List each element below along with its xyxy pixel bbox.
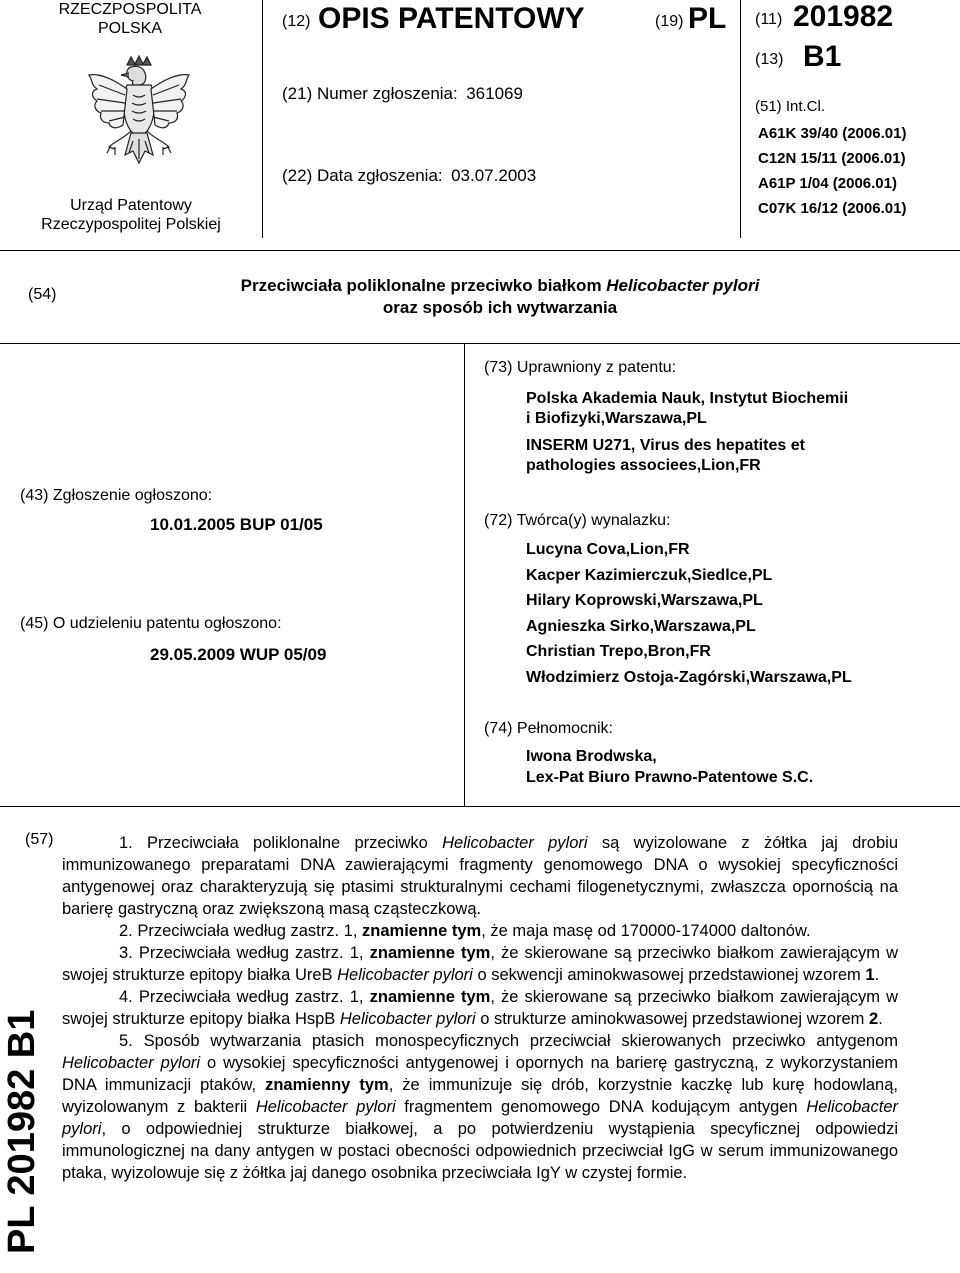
claim-4: 4. Przeciwciała według zastrz. 1, znamienne tym, że skierowane są przeciwko białkom zawierającym w swojej strukturze epitopy białka HspB Helicobacter pylori o strukturze aminokwasowej przedstawionej wzorem 2.: [62, 988, 899, 1028]
code-45-label: (45) O udzieleniu patentu ogłoszono:: [20, 615, 282, 632]
country-line2: POLSKA: [97, 20, 163, 37]
parties-bottom-rule: [0, 806, 960, 807]
code-74-label: (74) Pełnomocnik:: [484, 720, 613, 737]
doc-type: OPIS PATENTOWY: [318, 2, 585, 35]
code-11: (11): [755, 11, 783, 28]
doc-type-row: [282, 2, 737, 36]
code-72-label: (72) Twórca(y) wynalazku:: [484, 512, 671, 529]
claim-5: 5. Sposób wytwarzania ptasich monospecyficznych przeciwciał skierowanych przeciwko antygenom Helicobacter pylori o wysokiej specyficzności antygenowej i opornych na barierę gastryczną, z wykorzystaniem DNA immunizacji ptaków, znamienny tym, że immunizuje się drób, korzystnie kaczkę lub kurę hodowlaną, wyizolowanym z bakterii Helicobacter pylori fragmentem genomowego DNA kodującym antygen Helicobacter pylori, o odpowiedniej strukturze białkowej, a po potwierdzeniu wystąpienia specyficznej odpowiedzi immunologicznej na dany antygen w postaci obecności odpowiednich przeciwciał IgG w serum immunizowanego ptaka, wyizolowuje się z żółtka jaj danego osobnika przeciwciała IgY w czystej formie.: [62, 1032, 898, 1182]
classification-item: C07K 16/12 (2006.01): [758, 200, 907, 217]
classification-item: A61P 1/04 (2006.01): [758, 175, 897, 192]
invention-title: [140, 275, 860, 319]
title-bottom-rule: [0, 343, 960, 344]
inventor-line: Lucyna Cova,Lion,FR: [526, 541, 690, 558]
code-12: (12): [282, 13, 311, 30]
classification-list: [758, 121, 906, 221]
owner-line: pathologies associees,Lion,FR: [526, 457, 761, 474]
country-name: [40, 0, 220, 38]
code-73-label: (73) Uprawniony z patentu:: [484, 359, 677, 376]
owner-line: Polska Akademia Nauk, Instytut Biochemii: [526, 390, 849, 407]
title-line-1: [140, 275, 860, 297]
inventor-line: Christian Trepo,Bron,FR: [526, 643, 711, 660]
title-line-2: oraz sposób ich wytwarzania: [382, 298, 618, 317]
office-name: [25, 196, 237, 234]
title-code: (54): [28, 286, 57, 303]
attorney-line: Lex-Pat Biuro Prawno-Patentowe S.C.: [526, 769, 814, 786]
inventor-list: [526, 537, 852, 690]
inventor-line: Hilary Koprowski,Warszawa,PL: [526, 592, 763, 609]
country-line1: RZECZPOSPOLITA: [58, 1, 202, 18]
code-21-label: (21) Numer zgłoszenia:: [282, 84, 458, 103]
application-number-row: [282, 83, 732, 104]
country-code: PL: [688, 2, 727, 35]
code-45-value: 29.05.2009 WUP 05/09: [150, 645, 327, 664]
code-43-value: 10.01.2005 BUP 01/05: [150, 515, 323, 534]
claim-2: 2. Przeciwciała według zastrz. 1, znamienne tym, że maja masę od 170000-174000 daltonów.: [119, 922, 811, 940]
code-43-label: (43) Zgłoszenie ogłoszono:: [20, 487, 213, 504]
classification-item: A61K 39/40 (2006.01): [758, 125, 907, 142]
polish-eagle-emblem: [85, 55, 193, 185]
claim-3: 3. Przeciwciała według zastrz. 1, znamienne tym, że skierowane są przeciwko białkom zawierającym w swojej strukturze epitopy białka UreB Helicobacter pylori o sekwencji aminokwasowej przedstawionej wzorem 1.: [62, 944, 899, 984]
office-line2: Rzeczypospolitej Polskiej: [41, 216, 221, 233]
kind-code: B1: [803, 40, 842, 73]
header-divider-right: [740, 0, 741, 238]
attorney: [526, 746, 813, 788]
kind-code-row: [755, 40, 955, 74]
owner-line: INSERM U271, Virus des hepatites et: [526, 437, 805, 454]
title-line-1-italic: Helicobacter pylori: [606, 276, 760, 295]
title-line-1-text: Przeciwciała poliklonalne przeciwko białkom: [240, 276, 607, 295]
header-bottom-rule: [0, 250, 960, 251]
filing-date-row: [282, 165, 732, 186]
code-13: (13): [755, 51, 784, 68]
inventor-line: Włodzimierz Ostoja-Zagórski,Warszawa,PL: [526, 668, 852, 686]
int-cl-label: (51) Int.Cl.: [755, 98, 826, 115]
patent-number: 201982: [793, 0, 894, 33]
middle-divider: [464, 343, 465, 806]
attorney-line: Iwona Brodwska,: [526, 748, 657, 765]
owner-line: i Biofizyki,Warszawa,PL: [526, 410, 707, 427]
inventor-line: Agnieszka Sirko,Warszawa,PL: [526, 617, 756, 635]
header-divider-left: [262, 0, 263, 238]
inventor-line: Kacper Kazimierczuk,Siedlce,PL: [526, 566, 773, 584]
owner-list: [526, 389, 848, 476]
office-line1: Urząd Patentowy: [70, 197, 192, 214]
code-57: (57): [25, 831, 54, 848]
application-number: 361069: [466, 84, 523, 103]
code-22-label: (22) Data zgłoszenia:: [282, 166, 443, 185]
claims-text: [62, 832, 898, 1184]
claim-1: 1. Przeciwciała poliklonalne przeciwko Helicobacter pylori są wyizolowane z żółtka jaj drobiu immunizowanego preparatami DNA zawierającymi fragmenty genomowego DNA o wysokiej specyficzności antygenowej oraz charakteryzują się ptasimi strukturalnymi cechami filogenetycznymi, zwłaszcza opornością na barierę gastryczną oraz zwiększoną masą cząsteczkową.: [62, 834, 898, 918]
side-patent-label: PL 201982 B1: [1, 1009, 43, 1254]
code-19: (19): [655, 13, 684, 30]
patent-number-row: [755, 0, 955, 36]
filing-date: 03.07.2003: [451, 166, 537, 185]
classification-item: C12N 15/11 (2006.01): [758, 150, 906, 167]
